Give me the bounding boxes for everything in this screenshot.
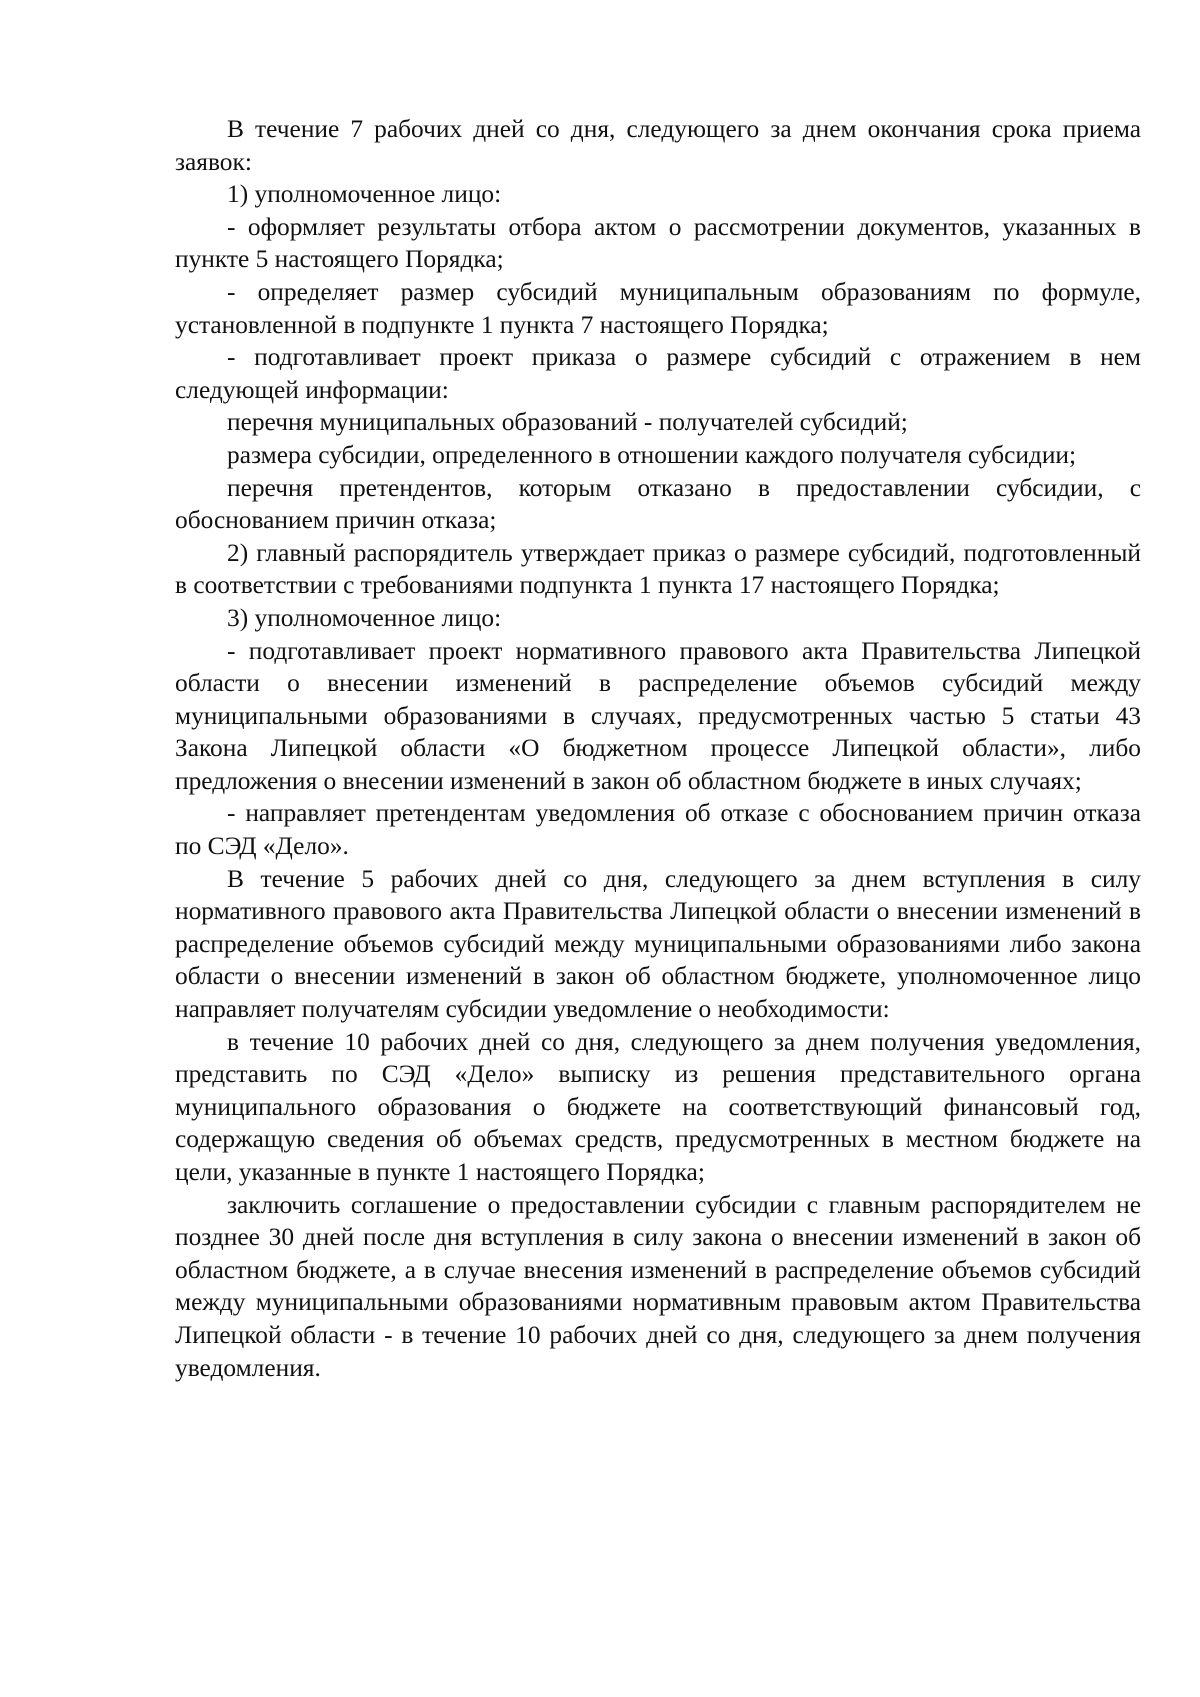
paragraph-agreement-conclusion: заключить соглашение о предоставлении субсидии с главным распорядителем не позднее 30 дней после дня вступления в силу закона о внесении изменений в закон об областном бюджете, а в случае внесения изменений в распределение объемов субсидий между муниципальными образованиями нормативным правовым актом Правительства Липецкой области - в течение 10 рабочих дней со дня, следующего за днем получения уведомления. <box>175 1190 1141 1382</box>
paragraph-rejected-applicants: перечня претендентов, которым отказано в предоставлении субсидии, с обоснованием причин отказа; <box>175 473 1141 535</box>
paragraph-subsidy-size-formula: - определяет размер субсидий муниципальным образованиям по формуле, установленной в подпункте 1 пункта 7 настоящего Порядка; <box>175 277 1141 339</box>
paragraph-review-act: - оформляет результаты отбора актом о рассмотрении документов, указанных в пункте 5 настоящего Порядка; <box>175 212 1141 274</box>
paragraph-item-2-approval: 2) главный распорядитель утверждает приказ о размере субсидий, подготовленный в соответствии с требованиями подпункта 1 пункта 17 настоящего Порядка; <box>175 538 1141 600</box>
paragraph-notification-deadline: В течение 5 рабочих дней со дня, следующего за днем вступления в силу нормативного правового акта Правительства Липецкой области о внесении изменений в распределение объемов субсидий между муниципальными образованиями либо закона области о внесении изменений в закон об областном бюджете, уполномоченное лицо направляет получателям субсидии уведомление о необходимости: <box>175 864 1141 1024</box>
document-body <box>175 113 1141 1384</box>
paragraph-rejection-notice: - направляет претендентам уведомления об отказе с обоснованием причин отказа по СЭД «Дело». <box>175 799 1141 861</box>
paragraph-recipients-list: перечня муниципальных образований - получателей субсидий; <box>227 408 908 437</box>
paragraph-draft-regulation: - подготавливает проект нормативного правового акта Правительства Липецкой области о внесении изменений в распределение объемов субсидий между муниципальными образованиями в случаях, предусмотренных частью 5 статьи 43 Закона Липецкой области «О бюджетном процессе Липецкой области», либо предложения о внесении изменений в закон об областном бюджете в иных случаях; <box>175 636 1141 795</box>
paragraph-subsidy-amount: размера субсидии, определенного в отношении каждого получателя субсидии; <box>227 440 1077 469</box>
paragraph-review-deadline: В течение 7 рабочих дней со дня, следующего за днем окончания срока приема заявок: <box>175 115 1141 176</box>
paragraph-item-1-authorized-person: 1) уполномоченное лицо: <box>227 180 502 209</box>
paragraph-item-3-authorized-person: 3) уполномоченное лицо: <box>227 603 502 632</box>
paragraph-budget-extract: в течение 10 рабочих дней со дня, следующего за днем получения уведомления, представить по СЭД «Дело» выписку из решения представительного органа муниципального образования о бюджете на соответствующий финансовый год, содержащую сведения об объемах средств, предусмотренных в местном бюджете на цели, указанные в пункте 1 настоящего Порядка; <box>175 1027 1141 1186</box>
paragraph-draft-order: - подготавливает проект приказа о размере субсидий с отражением в нем следующей информации: <box>175 343 1141 404</box>
